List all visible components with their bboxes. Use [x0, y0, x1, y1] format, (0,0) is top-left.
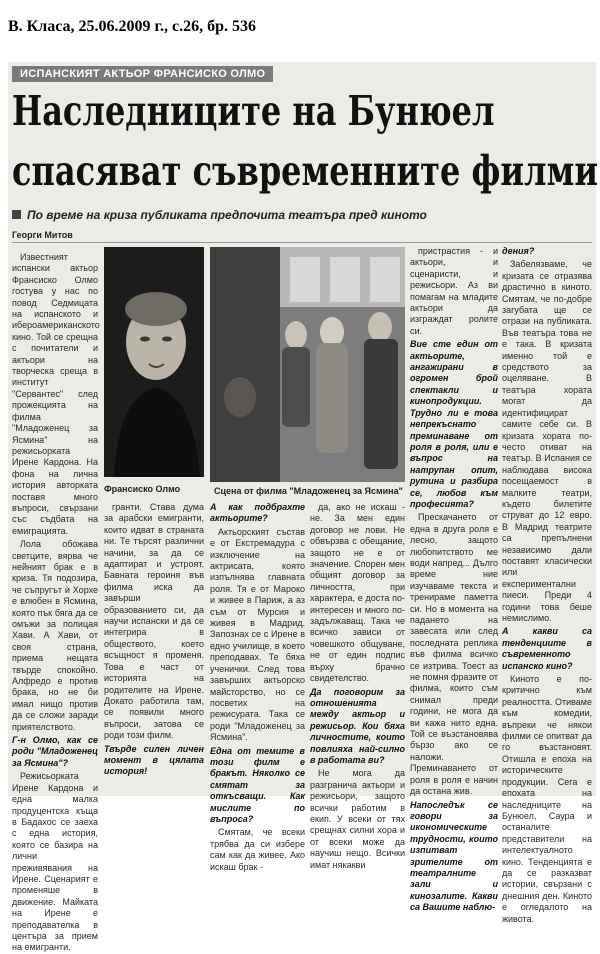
interview-question: Една от темите в този филм е бракът. Няколко се смятат за откъсващи. Как мислите по въпроса?: [210, 745, 305, 824]
divider: [12, 242, 592, 243]
paragraph: Смятам, че всеки трябва да си избере сам как да живее. Ако искаш брак -: [210, 827, 305, 872]
newspaper-clipping: [8, 62, 599, 953]
paragraph: Прескачането от една в друга роля е лесно, защото любопитството ме води напред... Дълго време ние изучаваме текста и тренираме паметта си. Но в момента на падането на завесата или след последната реплика във филма всичко се изтрива. Тоест аз не помня фразите от филма, които съм снимал преди години, не мога да ви кажа нито една. Той се възстановява бързо ако се наложи. Преминаването от роля в роля е начин да остана жив.: [410, 512, 498, 797]
film-still-photo: [210, 247, 405, 482]
author-byline: Георги Митов: [12, 230, 73, 240]
headline-line-1: Наследниците на Бунюел: [12, 87, 495, 135]
headline-line-2: спасяват съвременните филми: [12, 147, 599, 195]
article-column-6: [502, 246, 592, 924]
interview-question: Вие сте един от актьорите, ангажирани в огромен брой спектакли и кинопродукции. Трудно ли е това непрекъснато преминаване от роля в роля, или е въпрос на натрупан опит, рутина и разбира се, любов към професията?: [410, 339, 498, 509]
film-still-illustration: [210, 247, 405, 482]
paragraph: Известният испански актьор Франсиско Олмо гостува у нас по повод Седмицата на испанското и ибероамериканското кино. Той се срещна с почитатели и актьори на творческа среща в институт "Сервантес" след прожекцията на филма "Младоженец за Ясмина" на режисьорката Ирене Кардона. На фона на лична история авторката поставя много въпроси, свързани със съдбата на емиграцията.: [12, 252, 100, 536]
interview-question: Г-н Олмо, как се роди "Младоженец за Ясмина"?: [12, 735, 98, 768]
portrait-photo: [104, 247, 204, 477]
article-column-1: [12, 252, 100, 953]
article-column-4: [310, 502, 405, 870]
interview-question: А как подбрахте актьорите?: [210, 502, 305, 524]
interview-question: дения?: [502, 246, 535, 256]
article-column-2: [104, 502, 204, 792]
kicker-label: ИСПАНСКИЯТ АКТЬОР ФРАНСИСКО ОЛМО: [12, 66, 273, 82]
portrait-caption: Франсиско Олмо: [104, 484, 181, 494]
source-citation: В. Класа, 25.06.2009 г., с.26, бр. 536: [8, 18, 257, 35]
film-still-caption: Сцена от филма "Младоженец за Ясмина": [214, 486, 403, 496]
subheadline: [12, 208, 427, 222]
paragraph: пристрастия - и актьори, и сценаристи, и режисьори. Аз ви помагам на младите актьори да изграждат ролите си.: [410, 246, 498, 336]
paragraph: Лола обожава светците, вярва че нейният брак е в криза. Тя подозира, че съпругът ѝ Хорхе е влюбен в Ясмина, която пък бяга да се омъжи за полицая Хави. А Хави, от своя страна, приема нещата твърде спокойно. Алфредо е против брака, но не би имал нищо против да се сложи заради приятелството.: [12, 539, 98, 732]
paragraph: Актьорският състав е от Екстремадура с изключение на актрисата, която изпълнява главната роля. Тя е от Мароко и живее в Париж, а аз съм от Мурсия и живея в Мадрид. Запознах се с Ирене в едно училище, в което преподавах. Те бяха ученички. След това завърших актьорско майсторство, но се посветих на режисурата. Така се роди "Младоженец за Ясмина".: [210, 526, 305, 743]
paragraph: Режисьорката Ирене Кардона и една малка продуцентска къща в Бадахос се заеха с една история, която се базира на лични преживявания на Ирене. Сценарият е променяше в движение. Майката на Ирене е преподавателка в центъра за прием на емигранти.: [12, 771, 98, 953]
article-column-5: [410, 246, 498, 913]
article-column-3: [210, 502, 305, 872]
paragraph: гранти. Става дума за арабски емигранти, които идват в страната ни. Те търсят различни начини, за да се адаптират и устроят. Бавната героиня във филма иска да завърши образованието си, да научи испански и да се интегрира в обществото, което всъщност я променя. Това е част от историята на родителите на Ирене. Докато работила там, се появили много въпроси, затова се роди този филм.: [104, 502, 204, 741]
interview-question: Да поговорим за отношенията между актьор и режисьор. Кои бяха личностите, които повлияха най-силно в работата ви?: [310, 686, 405, 765]
bullet-square-icon: [12, 210, 21, 219]
subheadline-text: По време на криза публиката предпочита театъра пред киното: [27, 208, 427, 222]
paragraph: Забелязваме, че кризата се отразява драстично в киното. Смятам, че по-добре загубата ще се отрази на публиката. Във театъра това не е така. В кризата именно той е средството за оцеляване. В театъра хората могат да идентифицират самите себе си. В кризата хората по-често отиват на театър. В Испания се наблюдава висока посещаемост в малките театри, където билетите струват до 12 евро. В Мадрид театрите са препълнени независимо дали поставят класически или експериментални пиеси. Преди 4 години това беше немислимо.: [502, 259, 592, 623]
paragraph: Киното е по-критично към реалността. Отиваме към комедии, въпреки че някои филми се опитват да го възстановят. Отишла е епоха на историческите продукции. Сега е епохата на наследниците на Бунюел, Саура и останалите представители на интелектуалното кино. Тенденцията е да се разказват истории, свързани с днешния ден. Киното е огледалото на живота.: [502, 674, 592, 924]
portrait-illustration: [104, 247, 204, 477]
interview-question: Напоследък се говори за икономическите трудности, които изпитват зрителите от театралните зали и кинозалите. Какви са Вашите наблю-: [410, 799, 498, 913]
paragraph: да, ако не искаш - не. За мен един договор не лови. Не обвързва с обещание, защото не е от значение. Спорен мен общият договор за личността, при характера, е доста по-интересен и много по-задължаващ. Така че всичко зависи от човешкото общуване, не от един подпис върху брачно свидетелство.: [310, 502, 405, 684]
paragraph: Не мога да разгранича актьори и режисьори, защото всички работим в екип. У всеки от тях срещнах силни хора и от всеки може да научиш нещо. Всички имат някакви: [310, 768, 405, 870]
interview-question: Твърде силен личен момент в цялата история!: [104, 743, 204, 777]
interview-question: А какви са тенденциите в съвременното испанско кино?: [502, 626, 592, 671]
